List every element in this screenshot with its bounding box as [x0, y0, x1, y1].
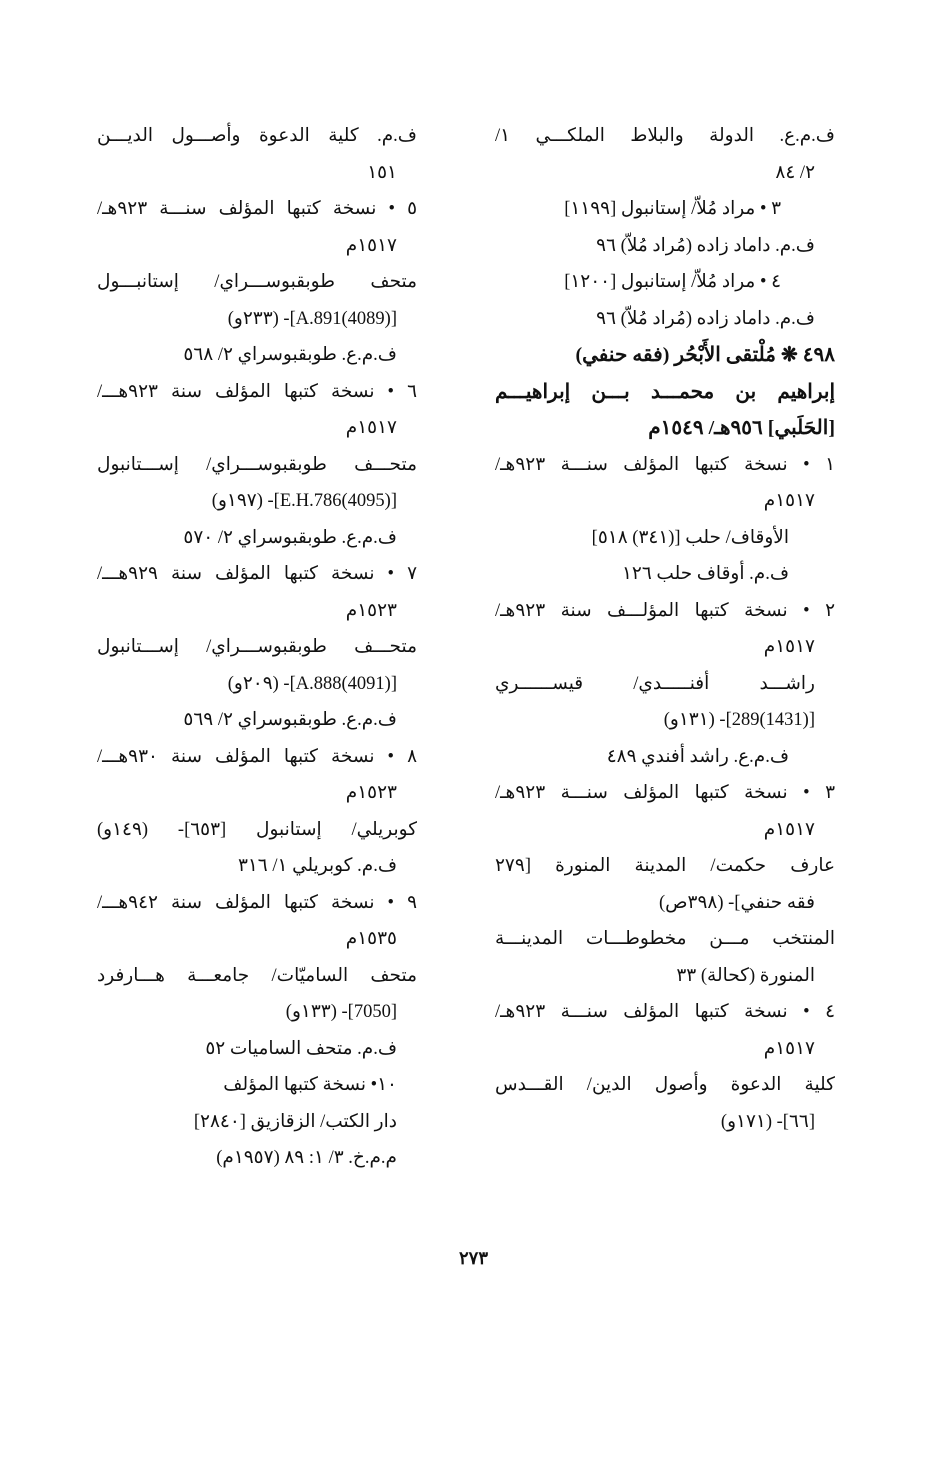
text-line: ١٥١: [367, 162, 397, 183]
left-column: [97, 118, 417, 1177]
text-line: ف.م. داماد زاده (مُراد مُلاّ) ٩٦: [596, 308, 815, 329]
text-line: [الحَلَبي] ٩٥٦هـ/ ١٥٤٩م: [648, 417, 835, 439]
text-line: ٣ • نسخة كتبها المؤلف سنـــة ٩٢٣هـ/: [495, 783, 835, 803]
text-line: الأوقاف/ حلب [(٣٤١) ٥١٨]: [591, 527, 789, 548]
text-line: المنورة (كحالة) ٣٣: [676, 965, 815, 986]
text-line: [(4091)A.888]- (٢٠٩و): [227, 673, 397, 694]
text-line: ف.م. كلية الدعوة وأصـــول الديـــن: [97, 126, 417, 146]
text-line: ف.م.ع. الدولة والبلاط الملكـــي ١/: [495, 126, 835, 146]
text-line: ف.م.ع. طوبقبوسراي ٢/ ٥٧٠: [183, 527, 397, 548]
text-line: ٩ • نسخة كتبها المؤلف سنة ٩٤٢هـــ/: [97, 892, 417, 913]
text-line: ١٥١٧م: [763, 1038, 815, 1059]
text-line: ٨ • نسخة كتبها المؤلف سنة ٩٣٠هـــ/: [97, 746, 417, 767]
text-line: ٤ • مراد مُلاّ/ إستانبول [١٢٠٠]: [564, 272, 781, 292]
text-line: ف.م.ع. راشد أفندي ٤٨٩: [606, 746, 789, 767]
text-line: كوبريلي/ إستانبول [٦٥٣]- (١٤٩و): [97, 819, 417, 840]
text-line: ٤٩٨ ❋ مُلْتقى الأَبْحُر (فقه حنفي): [575, 344, 835, 366]
page-number: ٢٧٣: [458, 1248, 488, 1268]
text-line: ٤ • نسخة كتبها المؤلف سنـــة ٩٢٣هـ/: [495, 1002, 835, 1022]
text-line: ف.م. كوبريلي ١/ ٣١٦: [237, 856, 397, 876]
text-line: ٢ • نسخة كتبها المؤلـــف سنة ٩٢٣هـ/: [495, 600, 835, 621]
text-line: ١٥١٧م: [763, 819, 815, 840]
text-line: المنتخب مـــن مخطوطـــات المدينـــة: [495, 929, 835, 949]
text-line: متحـــف طوبقبوســـراي/ إســـتانبول: [97, 454, 417, 475]
text-line: ف.م. أوقاف حلب ١٢٦: [621, 564, 789, 584]
text-line: إبراهيم بن محمـــد بـــن إبراهيـــم: [495, 380, 835, 403]
text-line: ١٠• نسخة كتبها المؤلف: [223, 1075, 397, 1095]
text-line: ١٥٢٣م: [345, 783, 397, 803]
text-line: ١٥٢٣م: [345, 600, 397, 621]
text-line: ٧ • نسخة كتبها المؤلف سنة ٩٢٩هـــ/: [97, 564, 417, 584]
text-line: متحـــف طوبقبوســـراي/ إســـتانبول: [97, 637, 417, 657]
right-column: [495, 118, 835, 1140]
text-line: ٦ • نسخة كتبها المؤلف سنة ٩٢٣هـــ/: [97, 381, 417, 402]
text-line: [(4089)A.891]- (٢٣٣و): [227, 308, 397, 329]
text-line: كلية الدعوة وأصول الدين/ القـــدس: [495, 1075, 835, 1095]
text-line: ١٥١٧م: [763, 637, 815, 657]
text-line: ف.م. داماد زاده (مُراد مُلاّ) ٩٦: [596, 235, 815, 256]
text-line: ٣ • مراد مُلاّ/ إستانبول [١١٩٩]: [564, 199, 781, 219]
text-line: عارف حكمت/ المدينة المنورة [٢٧٩: [495, 856, 835, 876]
text-line: [7050]- (١٣٣و): [285, 1002, 397, 1022]
text-line: ١٥١٧م: [345, 418, 397, 438]
text-line: ١٥١٧م: [763, 491, 815, 511]
text-line: ٢/ ٨٤: [775, 162, 815, 183]
text-line: ١٥١٧م: [345, 235, 397, 256]
text-line: متحف الساميّات/ جامعـــة هـــارفرد: [97, 965, 417, 986]
text-line: [٦٦]- (١٧١و): [720, 1111, 815, 1132]
text-line: ١ • نسخة كتبها المؤلف سنـــة ٩٢٣هـ/: [495, 454, 835, 475]
text-line: فقه حنفي]- (٣٩٨ص): [659, 892, 815, 913]
text-line: ف.م.ع. طوبقبوسراي ٢/ ٥٦٩: [183, 710, 397, 730]
text-line: م.م.خ. ٣/ ١: ٨٩ (١٩٥٧م): [216, 1148, 397, 1168]
text-line: ف.م.ع. طوبقبوسراي ٢/ ٥٦٨: [183, 345, 397, 365]
text-line: ١٥٣٥م: [345, 929, 397, 949]
text-line: دار الكتب/ الزقازيق [٢٨٤٠]: [193, 1111, 397, 1132]
text-line: متحف طوبقبوســـراي/ إستانبـــول: [97, 272, 417, 292]
text-line: راشـــد أفنـــــدي/ قيســــــري: [495, 673, 815, 694]
text-line: [(1431)289]- (١٣١و): [663, 710, 815, 730]
text-line: [(4095)E.H.786]- (١٩٧و): [211, 491, 397, 511]
text-line: ف.م. متحف الساميات ٥٢: [205, 1038, 397, 1059]
text-line: ٥ • نسخة كتبها المؤلف سنـــة ٩٢٣هـ/: [97, 199, 417, 219]
